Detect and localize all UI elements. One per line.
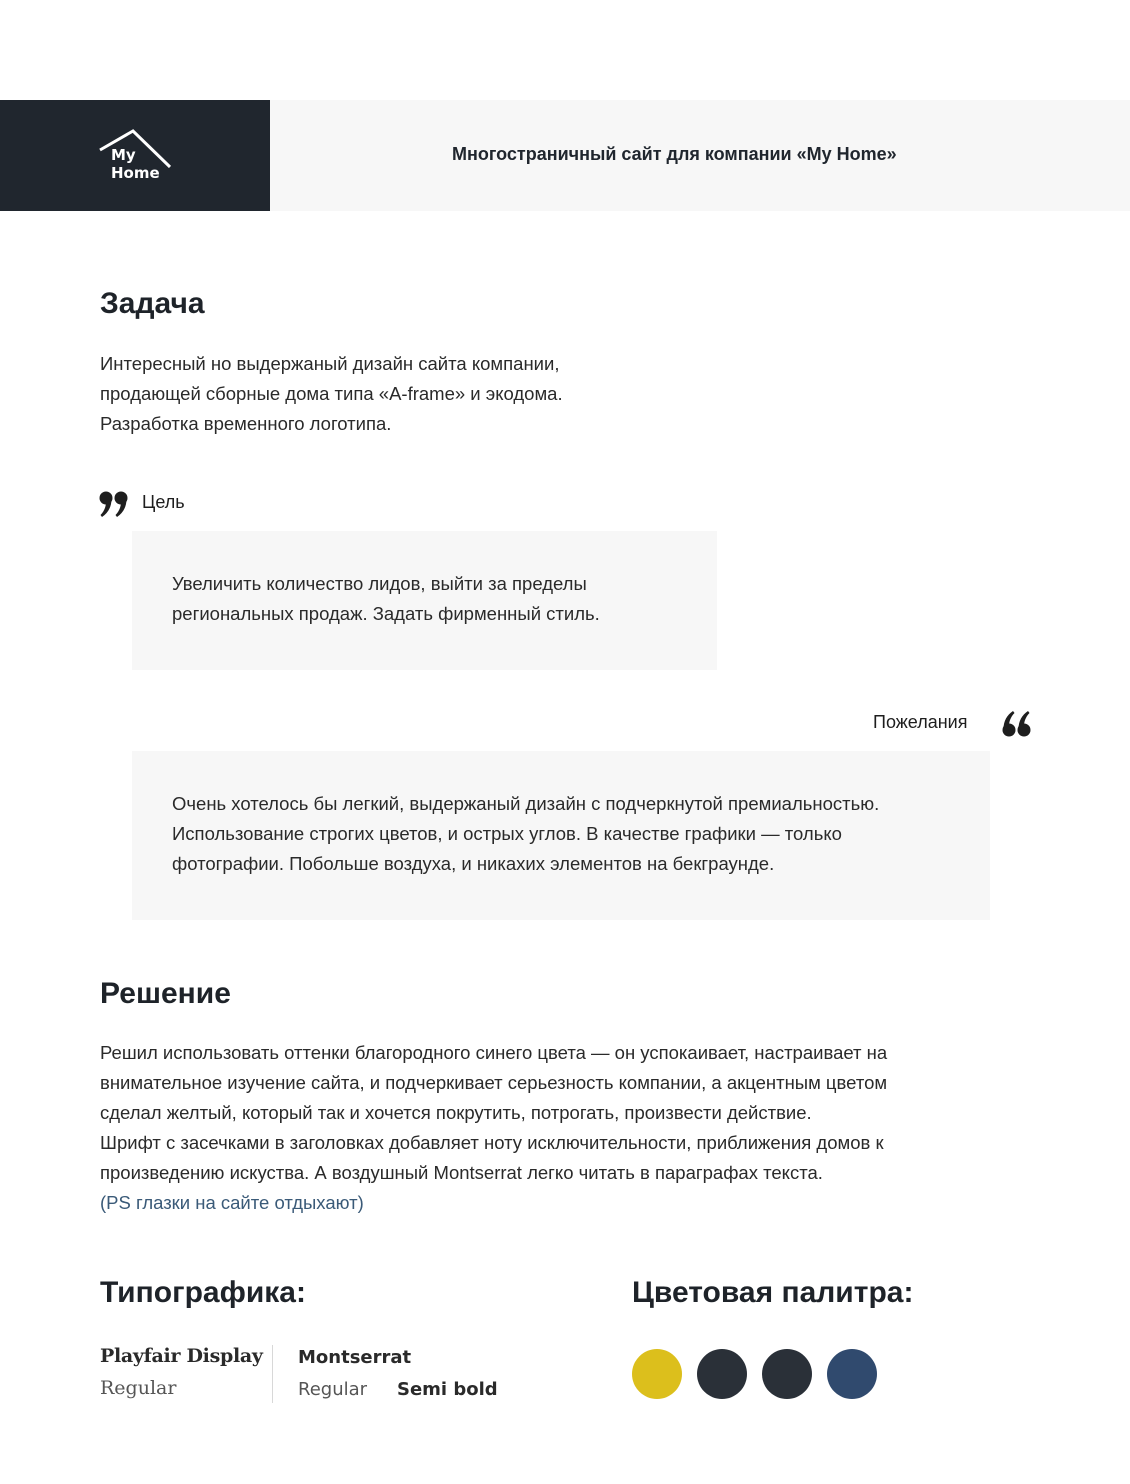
logo <box>0 100 270 211</box>
solution-description <box>100 1038 887 1218</box>
wishes-line: Очень хотелось бы легкий, выдержаный дизайн с подчеркнутой премиальностью. <box>172 793 880 814</box>
wishes-text <box>172 789 879 879</box>
wishes-box <box>132 751 990 920</box>
color-swatch-dark-2 <box>762 1349 812 1399</box>
typography-heading: Типографика: <box>100 1276 306 1309</box>
task-line: продающей сборные дома типа «A-frame» и экодома. <box>100 383 563 404</box>
font2-name: Montserrat <box>298 1347 412 1368</box>
typography-divider <box>272 1345 273 1403</box>
solution-line: внимательное изучение сайта, и подчеркивает серьезность компании, а акцентным цветом <box>100 1072 888 1093</box>
color-swatch-dark-1 <box>697 1349 747 1399</box>
header-bar <box>0 100 1130 211</box>
wishes-label: Пожелания <box>873 712 968 732</box>
font2-weight-regular: Regular <box>298 1379 368 1400</box>
wishes-line: Использование строгих цветов, и острых углов. В качестве графики — только <box>172 823 842 844</box>
task-heading: Задача <box>100 287 205 320</box>
logo-text <box>111 146 160 182</box>
font1-name: Playfair Display <box>100 1345 263 1367</box>
task-line: Интересный но выдержаный дизайн сайта компании, <box>100 353 560 374</box>
color-swatch-blue <box>827 1349 877 1399</box>
closing-quote-icon <box>99 490 129 518</box>
goal-line: Увеличить количество лидов, выйти за пределы <box>172 573 587 594</box>
logo-line-2: Home <box>111 164 160 182</box>
solution-ps-note: (PS глазки на сайте отдыхают) <box>100 1192 364 1213</box>
font1-weight: Regular <box>100 1377 177 1399</box>
solution-line: Решил использовать оттенки благородного синего цвета — он успокаивает, настраивает на <box>100 1042 888 1063</box>
solution-line: сделал желтый, который так и хочется покрутить, потрогать, произвести действие. <box>100 1102 812 1123</box>
opening-quote-icon <box>1001 710 1031 738</box>
task-line: Разработка временного логотипа. <box>100 413 392 434</box>
goal-label: Цель <box>142 492 185 512</box>
logo-line-1: My <box>111 146 136 164</box>
task-description <box>100 349 563 439</box>
goal-box <box>132 531 717 670</box>
goal-text <box>172 569 600 629</box>
wishes-line: фотографии. Побольше воздуха, и никахих элементов на бекграунде. <box>172 853 775 874</box>
solution-line: произведению искуства. А воздушный Montserrat легко читать в параграфах текста. <box>100 1162 823 1183</box>
solution-heading: Решение <box>100 977 231 1010</box>
font2-weight-semibold: Semi bold <box>397 1379 498 1400</box>
goal-line: региональных продаж. Задать фирменный стиль. <box>172 603 600 624</box>
solution-line: Шрифт с засечками в заголовках добавляет ноту исключительности, приближения домов к <box>100 1132 884 1153</box>
color-swatch-yellow <box>632 1349 682 1399</box>
palette-heading: Цветовая палитра: <box>632 1276 914 1309</box>
page-title: Многостраничный сайт для компании «My Home» <box>452 144 897 164</box>
